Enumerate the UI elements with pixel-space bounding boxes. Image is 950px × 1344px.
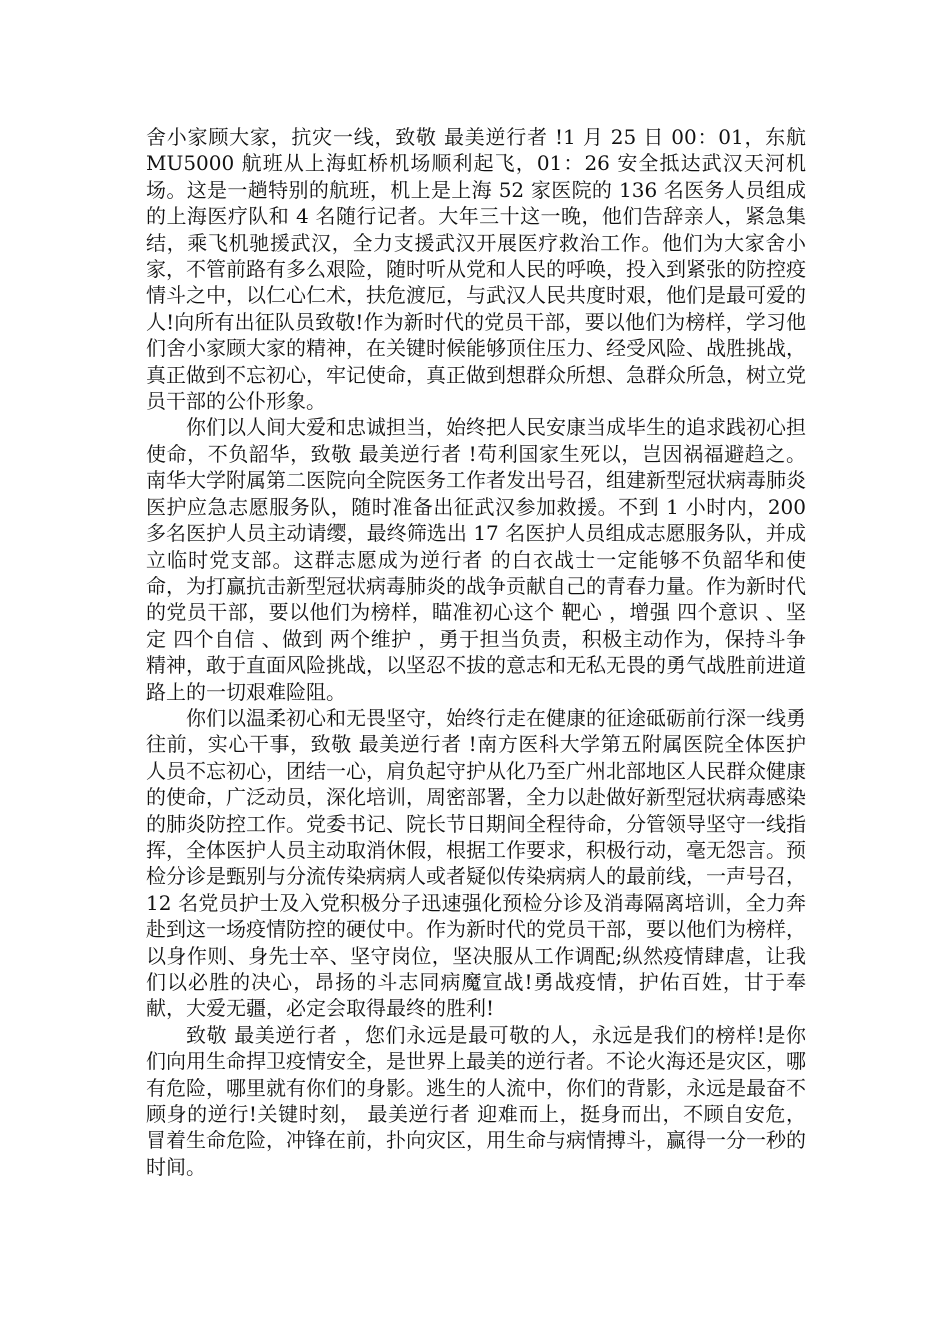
paragraph-1: 舍小家顾大家，抗灾一线，致敬 最美逆行者 !1 月 25 日 00：01，东航 MU5000 航班从上海虹桥机场顺利起飞，01：26 安全抵达武汉天河机场。这是一趟特别的航班，机上是上海 52 家医院的 136 名医务人员组成的上海医疗队和 4 名随行记者。大年三十这一晚，他们告辞亲人，紧急集结，乘飞机驰援武汉，全力支援武汉开展医疗救治工作。他们为大家舍小家，不管前路有多么艰险，随时听从党和人民的呼唤，投入到紧张的防控疫情斗之中，以仁心仁术，扶危渡厄，与武汉人民共度时艰，他们是最可爱的人!向所有出征队员致敬!作为新时代的党员干部，要以他们为榜样，学习他们舍小家顾大家的精神，在关键时候能够顶住压力、经受风险、战胜挑战，真正做到不忘初心，牢记使命，真正做到想群众所想、急群众所急，树立党员干部的公仆形象。 xyxy=(146,125,806,414)
paragraph-2: 你们以人间大爱和忠诚担当，始终把人民安康当成毕生的追求践初心担使命，不负韶华，致敬 最美逆行者 !苟利国家生死以，岂因祸福避趋之。南华大学附属第二医院向全院医务工作者发出号召，组建新型冠状病毒肺炎医护应急志愿服务队，随时准备出征武汉参加救援。不到 1 小时内，200 多名医护人员主动请缨，最终筛选出 17 名医护人员组成志愿服务队，并成立临时党支部。这群志愿成为逆行者 的白衣战士一定能够不负韶华和使命，为打赢抗击新型冠状病毒肺炎的战争贡献自己的青春力量。作为新时代的党员干部，要以他们为榜样，瞄准初心这个 靶心 ，增强 四个意识 、坚定 四个自信 、做到 两个维护 ，勇于担当负责，积极主动作为，保持斗争精神，敢于直面风险挑战，以坚忍不拔的意志和无私无畏的勇气战胜前进道路上的一切艰难险阻。 xyxy=(146,415,806,704)
paragraph-4: 致敬 最美逆行者 ，您们永远是最可敬的人，永远是我们的榜样!是你们向用生命捍卫疫情安全，是世界上最美的逆行者。不论火海还是灾区，哪有危险，哪里就有你们的身影。逃生的人流中，你们的背影，永远是最奋不顾身的逆行!关键时刻， 最美逆行者 迎难而上，挺身而出，不顾自安危，冒着生命危险，冲锋在前，扑向灾区，用生命与病情搏斗，赢得一分一秒的时间。 xyxy=(146,1022,806,1179)
article-body xyxy=(146,124,806,1180)
paragraph-3: 你们以温柔初心和无畏坚守，始终行走在健康的征途砥砺前行深一线勇往前，实心干事，致敬 最美逆行者 !南方医科大学第五附属医院全体医护人员不忘初心，团结一心，肩负起守护从化乃至广州北部地区人民群众健康的使命，广泛动员，深化培训，周密部署，全力以赴做好新型冠状病毒感染的肺炎防控工作。党委书记、院长节日期间全程待命，分管领导坚守一线指挥，全体医护人员主动取消休假，根据工作要求，积极行动，毫无怨言。预检分诊是甄别与分流传染病病人或者疑似传染病病人的最前线，一声号召，12 名党员护士及入党积极分子迅速强化预检分诊及消毒隔离培训，全力奔赴到这一场疫情防控的硬仗中。作为新时代的党员干部，要以他们为榜样，以身作则、身先士卒、坚守岗位，坚决服从工作调配;纵然疫情肆虐，让我们以必胜的决心，昂扬的斗志同病魔宣战!勇战疫情，护佑百姓，甘于奉献，大爱无疆，必定会取得最终的胜利! xyxy=(146,705,806,1021)
